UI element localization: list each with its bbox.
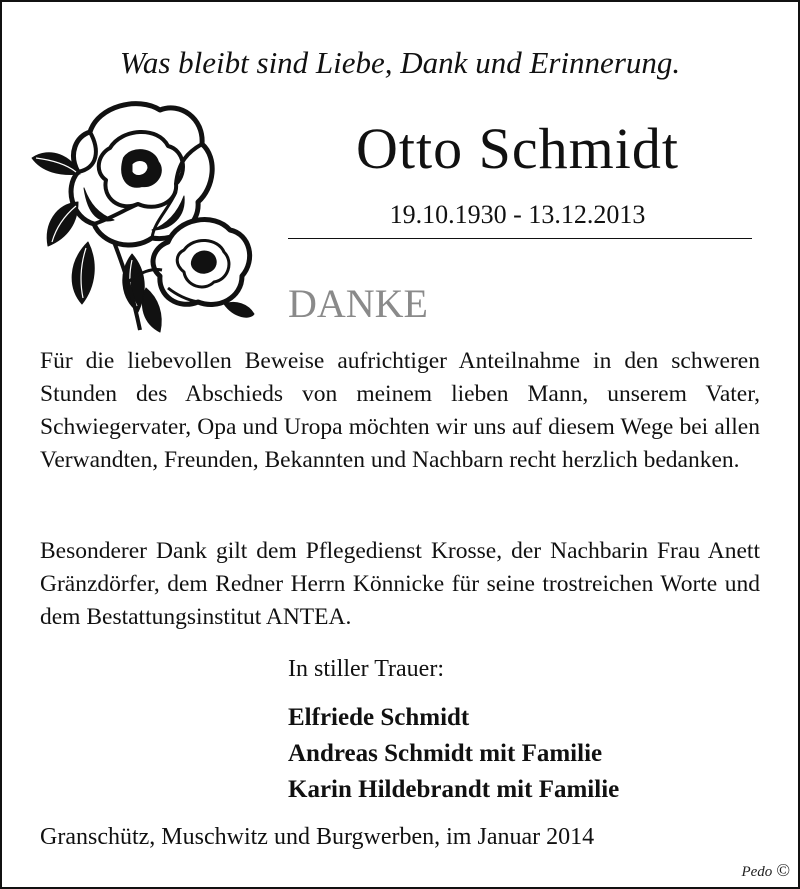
life-dates: 19.10.1930 - 13.12.2013 xyxy=(389,200,646,229)
place-date: Granschütz, Muschwitz und Burgwerben, im Januar 2014 xyxy=(40,824,595,850)
mourner-name: Karin Hildebrandt mit Familie xyxy=(288,776,620,803)
motto: Was bleibt sind Liebe, Dank und Erinnerung. xyxy=(119,45,681,80)
mourner-name: Andreas Schmidt mit Familie xyxy=(288,740,603,767)
mourner-name: Elfriede Schmidt xyxy=(288,704,470,731)
divider-line xyxy=(288,238,752,239)
thanks-paragraph: Für die liebevollen Beweise aufrichtiger Anteilnahme in den schweren Stunden des Abschieds von meinem lieben Mann, unserem Vater, Schwiegervater, Opa und Uropa möchten wir uns auf diesem Wege bei allen Verwandten, Freunden, Bekannten und Nachbarn recht herzlich bedanken. xyxy=(40,348,760,473)
thanks-heading: DANKE xyxy=(288,281,428,326)
copyright-icon: © xyxy=(776,860,790,880)
mourner-list xyxy=(288,700,619,808)
deceased-name: Otto Schmidt xyxy=(356,116,679,181)
credit-signature: Pedo xyxy=(741,864,773,880)
special-thanks-paragraph: Besonderer Dank gilt dem Pflegedienst Krosse, der Nachbarin Frau Anett Gränzdörfer, dem Redner Herrn Könnicke für seine trostreichen Worte und dem Bestattungsinstitut ANTEA. xyxy=(40,538,760,630)
credit xyxy=(741,860,790,881)
mourning-intro: In stiller Trauer: xyxy=(288,656,444,682)
rose-icon xyxy=(28,92,258,337)
